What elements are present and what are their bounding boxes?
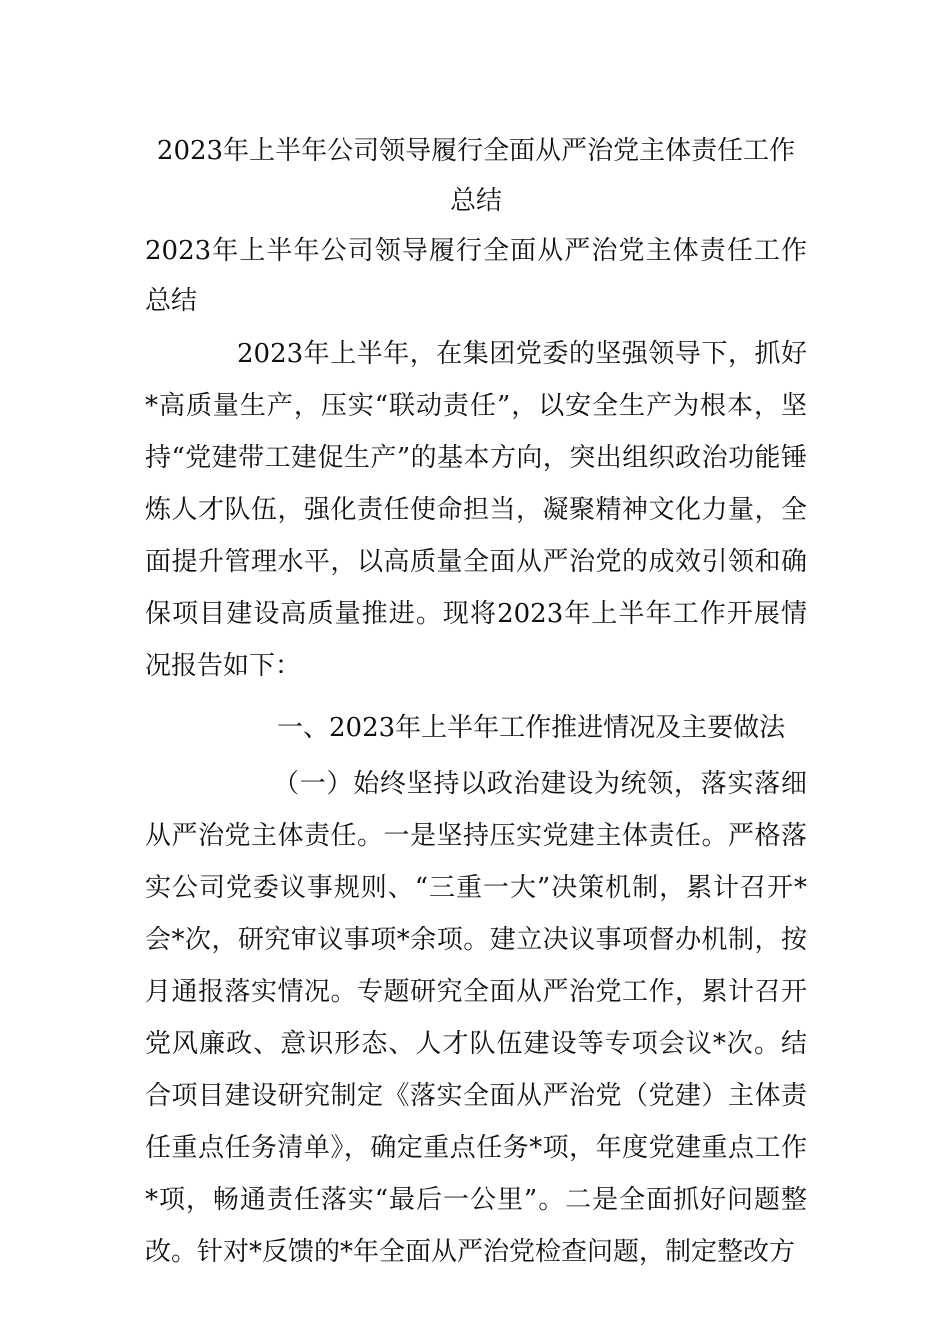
intro-paragraph: 2023年上半年，在集团党委的坚强领导下，抓好*高质量生产，压实“联动责任”，以安全生产为根本，坚持“党建带工建促生产”的基本方向，突出组织政治功能锤炼人才队伍，强化责任使命担当，凝聚精神文化力量，全面提升管理水平，以高质量全面从严治党的成效引领和确保项目建设高质量推进。现将2023年上半年工作开展情况报告如下：: [145, 339, 807, 681]
subsection-paragraph: （一）始终坚持以政治建设为统领，落实落细从严治党主体责任。一是坚持压实党建主体责任。严格落实公司党委议事规则、“三重一大”决策机制，累计召开*会*次，研究审议事项*余项。建立决议事项督办机制，按月通报落实情况。专题研究全面从严治党工作，累计召开党风廉政、意识形态、人才队伍建设等专项会议*次。结合项目建设研究制定《落实全面从严治党（党建）主体责任重点任务清单》，确定重点任务*项，年度党建重点工作*项，畅通责任落实“最后一公里”。二是全面抓好问题整改。针对*反馈的*年全面从严治党检查问题，制定整改方: [145, 769, 807, 1267]
section-heading: 一、2023年上半年工作推进情况及主要做法: [277, 713, 786, 743]
document-body: [145, 126, 807, 1278]
document-title: 2023年上半年公司领导履行全面从严治党主体责任工作总结: [156, 136, 796, 216]
document-title-repeat: 2023年上半年公司领导履行全面从严治党主体责任工作总结: [145, 236, 807, 316]
